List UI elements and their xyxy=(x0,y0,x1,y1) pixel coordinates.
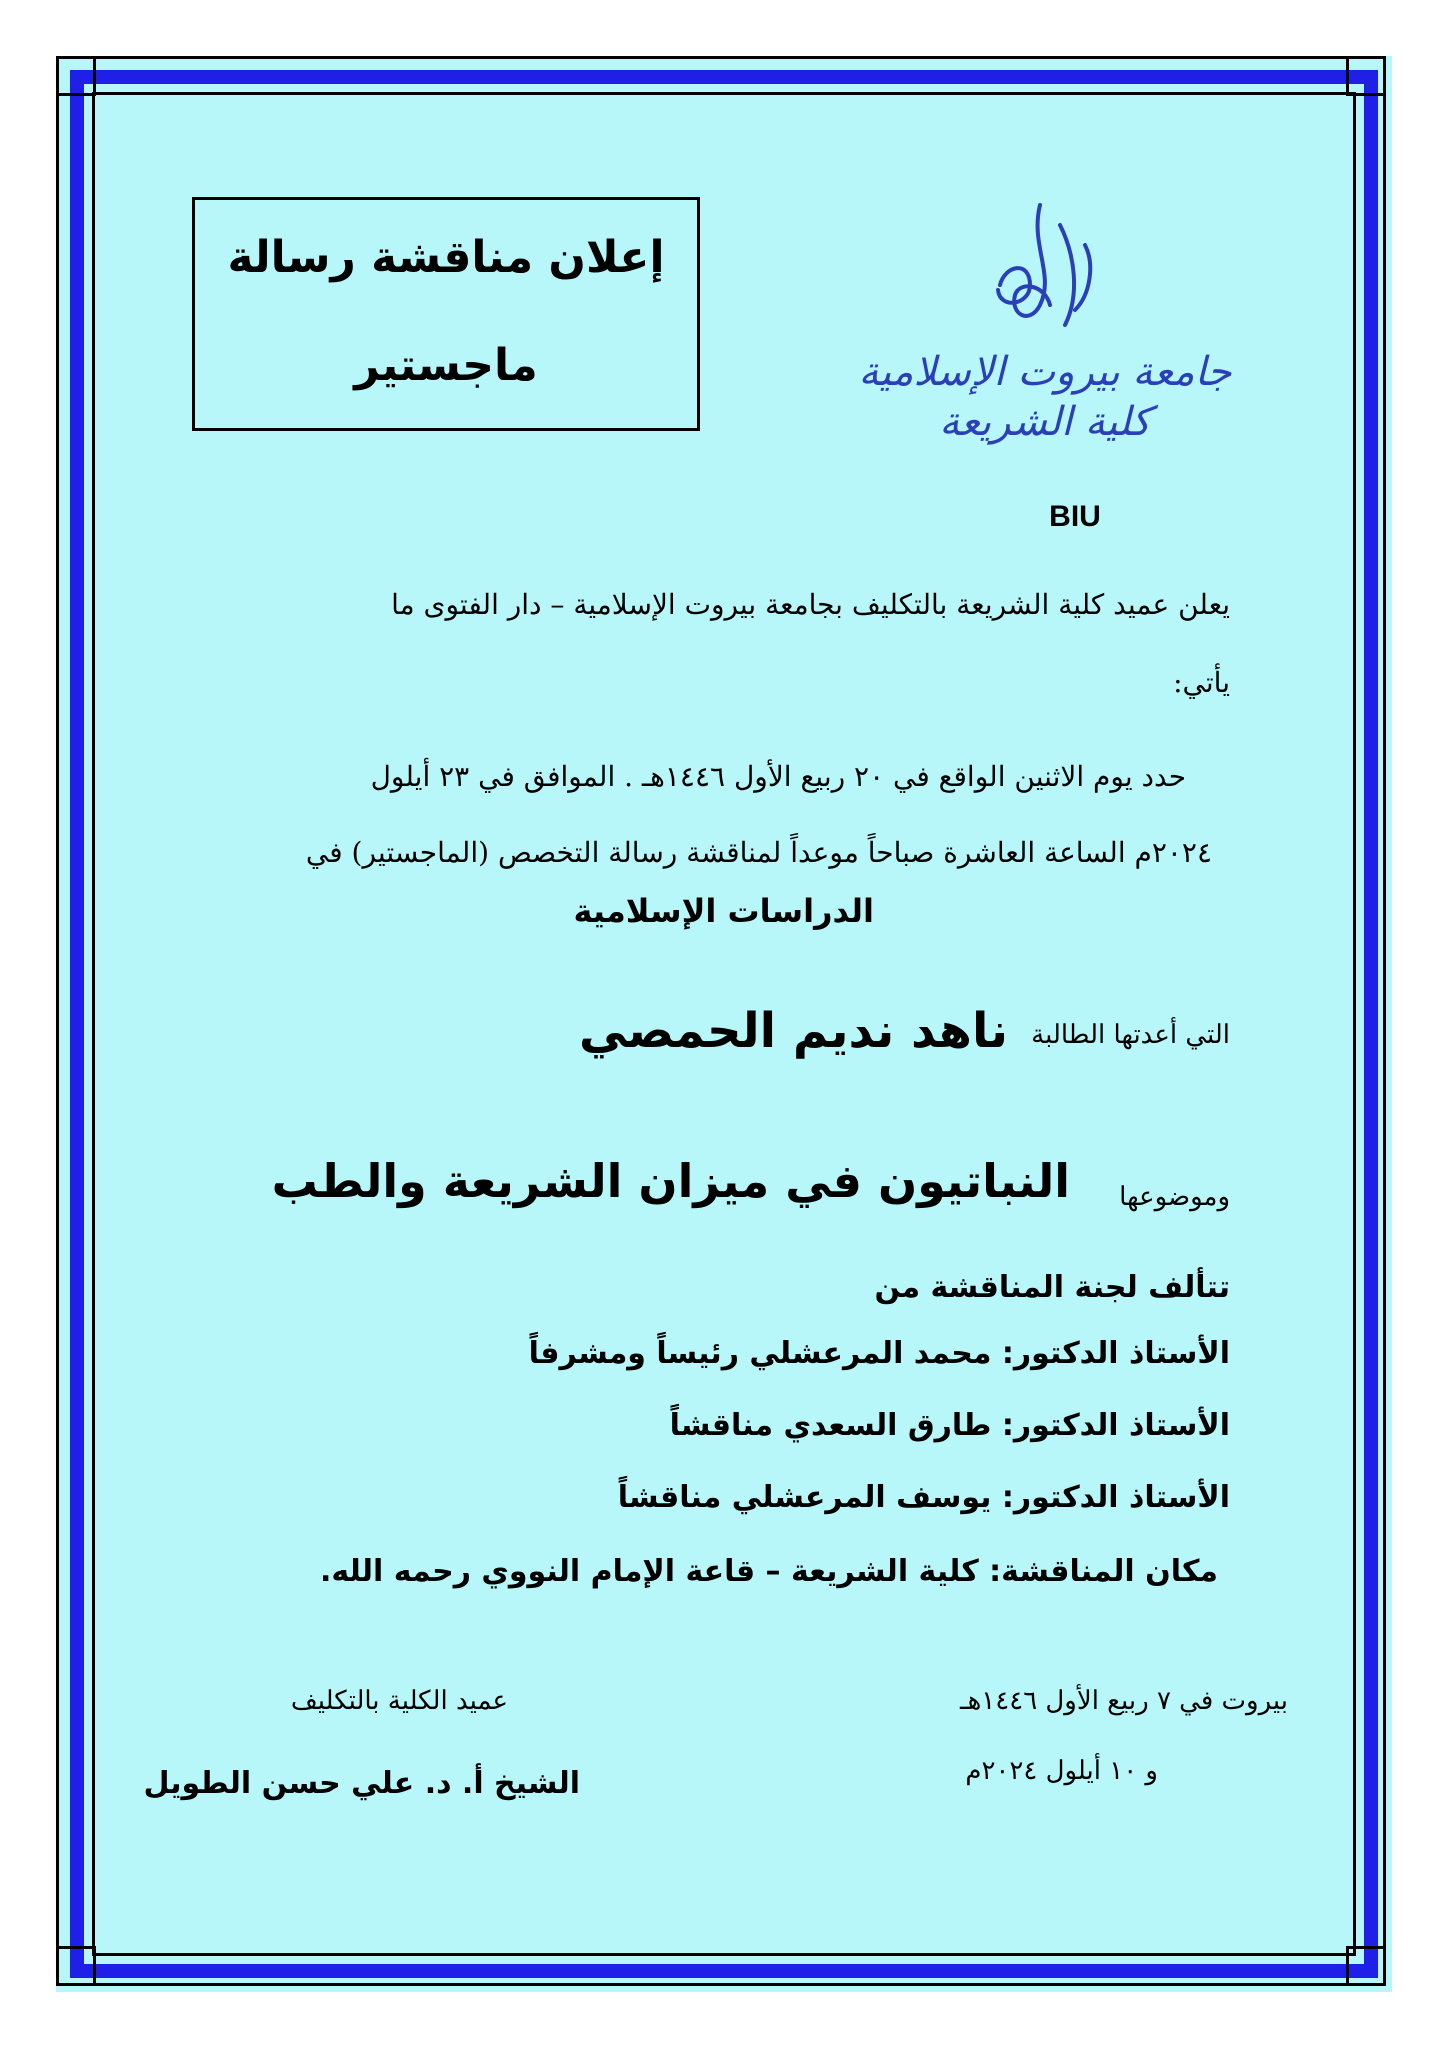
university-logo-emblem xyxy=(858,185,1232,465)
university-logo xyxy=(858,185,1232,465)
logo-text-line-2: كلية الشريعة xyxy=(939,399,1151,445)
corner-ornament xyxy=(56,56,96,96)
title-line-2: ماجستير xyxy=(354,340,538,391)
topic-prefix: وموضوعها xyxy=(1119,1182,1230,1212)
corner-ornament xyxy=(56,1946,96,1986)
intro-line-1: يعلن عميد كلية الشريعة بالتكليف بجامعة بيروت الإسلامية – دار الفتوى ما xyxy=(391,588,1230,621)
date-line-2: و ١٠ أيلول ٢٠٢٤م xyxy=(965,1756,1158,1786)
schedule-line-1: حدد يوم الاثنين الواقع في ٢٠ ربيع الأول ١٤٤٦هـ . الموافق في ٢٣ أيلول xyxy=(370,760,1186,793)
committee-heading: تتألف لجنة المناقشة من xyxy=(874,1270,1230,1305)
corner-ornament xyxy=(1346,56,1386,96)
thesis-title: النباتيون في ميزان الشريعة والطب xyxy=(271,1154,1070,1208)
announcement-title-box xyxy=(192,197,700,431)
dean-title: عميد الكلية بالتكليف xyxy=(290,1686,508,1716)
student-name: ناهد نديم الحمصي xyxy=(579,1003,1008,1059)
committee-member: الأستاذ الدكتور: يوسف المرعشلي مناقشاً xyxy=(617,1480,1230,1515)
logo-text-line-1: جامعة بيروت الإسلامية xyxy=(858,349,1232,395)
date-line-1: بيروت في ٧ ربيع الأول ١٤٤٦هـ xyxy=(959,1686,1288,1716)
title-line-1: إعلان مناقشة رسالة xyxy=(227,232,665,283)
dean-name: الشيخ أ. د. علي حسن الطويل xyxy=(143,1766,580,1801)
venue-line: مكان المناقشة: كلية الشريعة – قاعة الإمام النووي رحمه الله. xyxy=(319,1554,1218,1589)
biu-label: BIU xyxy=(1049,500,1101,533)
study-field: الدراسات الإسلامية xyxy=(573,892,874,930)
committee-member: الأستاذ الدكتور: محمد المرعشلي رئيساً ومشرفاً xyxy=(528,1336,1230,1371)
corner-ornament xyxy=(1346,1946,1386,1986)
intro-line-2: يأتي: xyxy=(1173,666,1230,699)
committee-member: الأستاذ الدكتور: طارق السعدي مناقشاً xyxy=(669,1408,1230,1443)
student-prefix: التي أعدتها الطالبة xyxy=(1031,1020,1230,1050)
schedule-line-2: ٢٠٢٤م الساعة العاشرة صباحاً موعداً لمناقشة رسالة التخصص (الماجستير) في xyxy=(305,836,1212,869)
